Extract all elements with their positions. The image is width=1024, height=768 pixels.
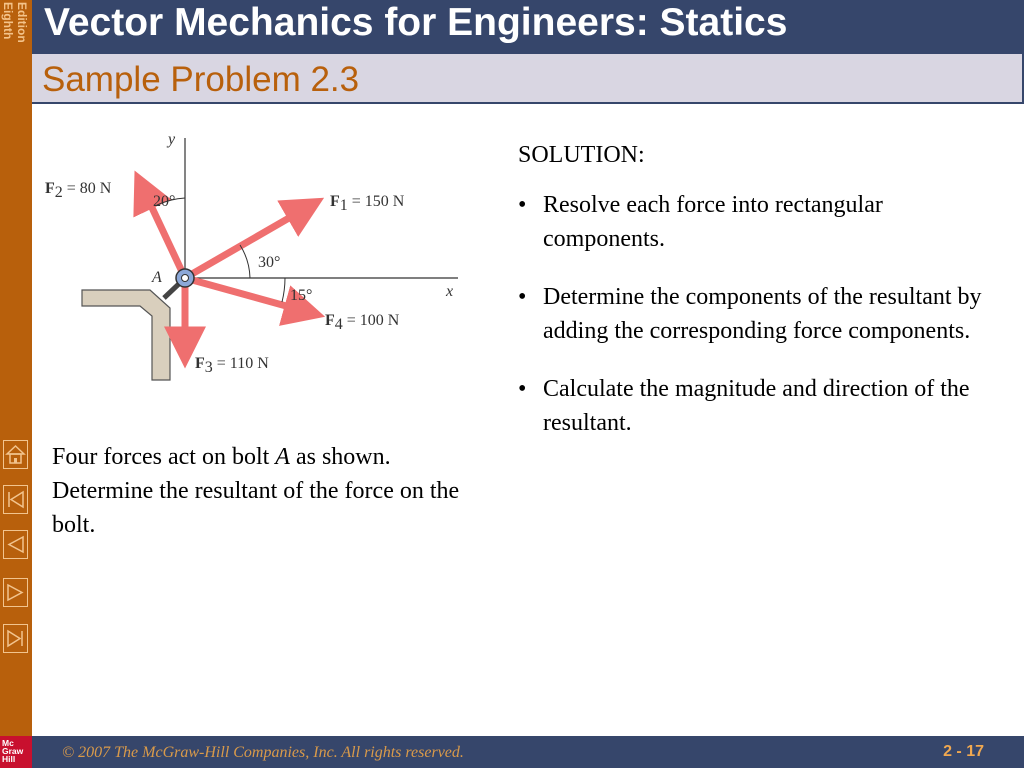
mcgraw-hill-logo bbox=[0, 736, 32, 768]
angle-label-15: 15° bbox=[290, 287, 313, 304]
problem-text-part: Determine the resultant of the force on the bolt. bbox=[52, 478, 460, 538]
next-slide-icon bbox=[4, 579, 27, 606]
bullet: • bbox=[518, 192, 527, 218]
force-arrow-f1 bbox=[185, 203, 315, 278]
force-label-f2: F2 = 80 N bbox=[45, 180, 112, 201]
problem-text-part: as shown. bbox=[289, 444, 391, 470]
logo-line: Graw bbox=[2, 746, 24, 756]
first-slide-icon bbox=[4, 486, 27, 513]
solution-step-text: Resolve each force into rectangular components. bbox=[543, 192, 883, 252]
problem-statement bbox=[52, 440, 482, 542]
solution-heading: SOLUTION: bbox=[518, 142, 645, 168]
edition-line-2: Edition bbox=[15, 2, 29, 43]
solution-step bbox=[518, 372, 988, 440]
home-icon bbox=[4, 441, 27, 468]
solution-steps bbox=[518, 188, 988, 464]
solution-step-text: Calculate the magnitude and direction of the resultant. bbox=[543, 376, 970, 436]
home-button[interactable] bbox=[3, 440, 28, 469]
problem-text-part: Four forces act on bolt bbox=[52, 444, 276, 470]
bullet: • bbox=[518, 376, 527, 402]
footer-bar bbox=[32, 736, 1024, 768]
logo-line: Hill bbox=[2, 754, 16, 764]
last-slide-button[interactable] bbox=[3, 624, 28, 653]
angle-arc-30 bbox=[240, 245, 250, 278]
logo-line: Mc bbox=[2, 738, 14, 748]
bolt-reference: A bbox=[275, 444, 290, 470]
force-diagram bbox=[40, 130, 470, 390]
force-label-f4: F4 = 100 N bbox=[325, 312, 400, 333]
angle-label-30: 30° bbox=[258, 254, 281, 271]
angle-label-20: 20° bbox=[153, 193, 176, 210]
previous-slide-icon bbox=[4, 531, 27, 558]
force-label-f3: F3 = 110 N bbox=[195, 355, 269, 376]
left-sidebar-strip bbox=[0, 0, 32, 768]
solution-step-text: Determine the components of the resultant by adding the corresponding force components. bbox=[543, 284, 982, 344]
header-bar bbox=[32, 0, 1024, 54]
book-title: Vector Mechanics for Engineers: Statics bbox=[44, 1, 788, 44]
bullet: • bbox=[518, 284, 527, 310]
edition-line-1: Eighth bbox=[1, 2, 15, 40]
y-axis-label: y bbox=[168, 131, 176, 148]
bolt-center bbox=[182, 275, 189, 282]
slide-title: Sample Problem 2.3 bbox=[42, 60, 360, 99]
force-label-f1: F1 = 150 N bbox=[330, 193, 405, 214]
subheader-bar bbox=[32, 54, 1024, 104]
next-slide-button[interactable] bbox=[3, 578, 28, 607]
page-number: 2 - 17 bbox=[943, 743, 984, 760]
solution-step bbox=[518, 188, 988, 256]
wall-support bbox=[82, 290, 170, 380]
x-axis-label: x bbox=[446, 283, 454, 300]
edition-label bbox=[0, 0, 32, 60]
previous-slide-button[interactable] bbox=[3, 530, 28, 559]
solution-step bbox=[518, 280, 988, 348]
copyright-notice: © 2007 The McGraw-Hill Companies, Inc. All rights reserved. bbox=[62, 744, 464, 761]
first-slide-button[interactable] bbox=[3, 485, 28, 514]
bolt-label: A bbox=[152, 269, 162, 286]
last-slide-icon bbox=[4, 625, 27, 652]
angle-arc-15 bbox=[282, 278, 285, 302]
